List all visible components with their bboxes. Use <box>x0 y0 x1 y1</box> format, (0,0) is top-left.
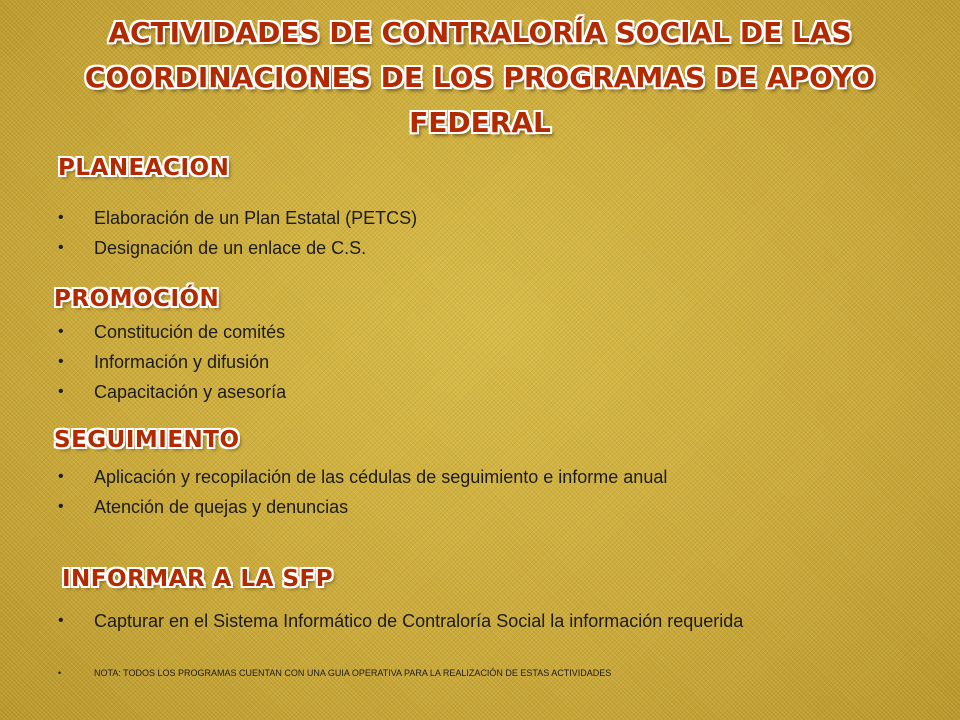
slide-title: ACTIVIDADES DE CONTRALORÍA SOCIAL DE LAS COORDINACIONES DE LOS PROGRAMAS DE APOYO FEDERAL <box>84 16 876 139</box>
list-item: • Capacitación y asesoría <box>58 377 286 407</box>
section-heading-informar: INFORMAR A LA SFP <box>62 566 334 592</box>
list-item: • Atención de quejas y denuncias <box>58 492 667 522</box>
planeacion-list <box>58 203 417 263</box>
seguimiento-list <box>58 462 667 522</box>
section-heading-seguimiento: SEGUIMIENTO <box>54 427 240 453</box>
note-list <box>58 666 611 680</box>
list-item: • Elaboración de un Plan Estatal (PETCS) <box>58 203 417 233</box>
list-item: • Aplicación y recopilación de las cédulas de seguimiento e informe anual <box>58 462 667 492</box>
note-text: • NOTA: TODOS LOS PROGRAMAS CUENTAN CON UNA GUIA OPERATIVA PARA LA REALIZACIÓN DE ESTAS ACTIVIDADES <box>58 666 611 680</box>
list-item: • Designación de un enlace de C.S. <box>58 233 417 263</box>
informar-list <box>58 606 743 636</box>
section-heading-promocion: PROMOCIÓN <box>54 286 220 312</box>
promocion-list <box>58 317 286 407</box>
list-item: • Constitución de comités <box>58 317 286 347</box>
section-heading-planeacion: PLANEACION <box>58 155 230 181</box>
list-item: • Información y difusión <box>58 347 286 377</box>
list-item: • Capturar en el Sistema Informático de Contraloría Social la información requerida <box>58 606 743 636</box>
